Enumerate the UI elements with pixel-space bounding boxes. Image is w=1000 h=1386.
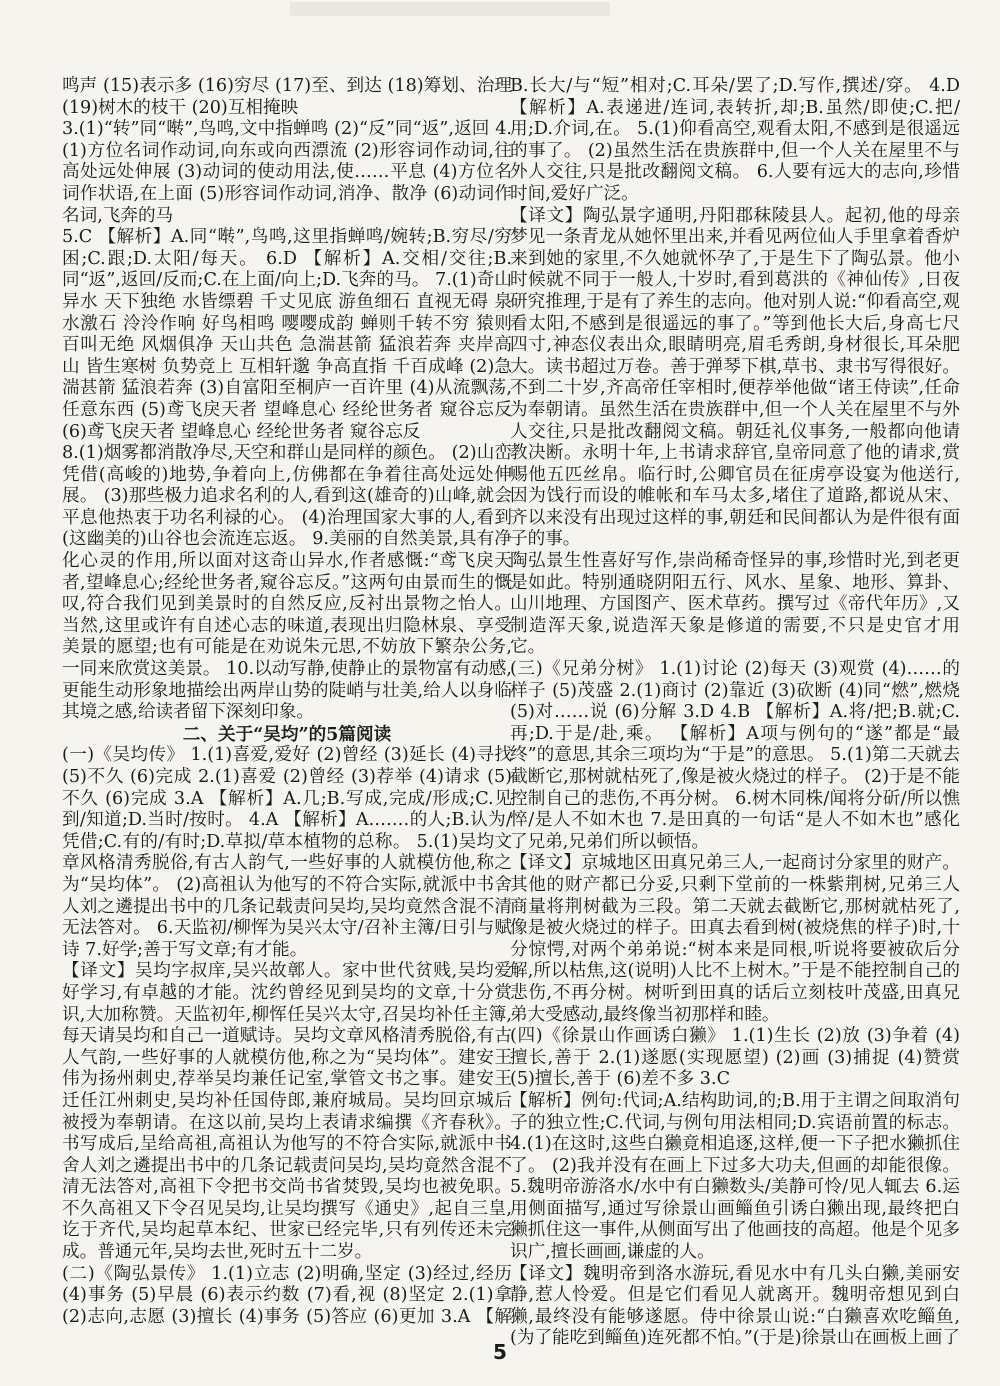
page-number: 5	[493, 1340, 507, 1364]
bleed-through-mark	[290, 2, 610, 16]
right-paragraph: 陶弘景生性喜好写作,崇尚稀奇怪异的事,珍惜时光,到老更是如此。特别通晓阴阳五行、风水、星象、地形、算卦、山川地理、方国图产、医术草药。撰写过《帝代年历》,又制造浑天象,说造浑天象是修道的需要,不只是史官才用它。	[510, 551, 960, 658]
left-paragraph: (二)《陶弘景传》 1.(1)立志 (2)明确,坚定 (3)经过,经历 (4)事务 (5)早晨 (6)表示约数 (7)看,视 (8)坚定 2.(1)拿 (2)志向,志愿 (3)擅长 (4)事务 (5)答应 (6)更加 3.A 【解	[62, 1263, 512, 1326]
right-paragraph: B.长大/与“短”相对;C.耳朵/罢了;D.写作,撰述/穿。 4.D 【解析】A.表递进/连词,表转折,却;B.虽然/即使;C.把/用;D.介词,在。 5.(1)仰看高空,观看太阳,不感到是很遥远的事了。 (2)虽然生活在贵族群中,但一个人关在屋里不与外人交往,只是批改翻阅文稿。 6.人要有远大的志向,珍惜时间,爱好广泛。	[510, 76, 960, 204]
right-paragraph: (四)《徐景山作画诱白獭》 1.(1)生长 (2)放 (3)争着 (4)擅长,善于 2.(1)遂愿(实现愿望) (2)画 (3)捕捉 (4)赞赏 (5)擅长,善于 (6)差不多 3.C	[510, 1026, 960, 1090]
left-paragraph: 5.C 【解析】A.同“啭”,鸟鸣,这里指蝉鸣/婉转;B.穷尽/穷困;C.跟;D.太阳/每天。 6.D 【解析】A.交相/交往;B.同“返”,返回/反而;C.在上面/向上;D.飞奔的马。 7.(1)奇山异水 天下独绝 水皆缥碧 千丈见底 游鱼细石 直视无碍 泉水激石 泠泠作响 好鸟相鸣 嘤嘤成韵 蝉则千转不穷 猿则百叫无绝 风烟俱净 天山共色 急湍甚箭 猛浪若奔 夹岸高山 皆生寒树 负势竞上 互相轩邈 争高直指 千百成峰 (2)急湍甚箭 猛浪若奔 (3)自富阳至桐庐一百许里 (4)从流飘荡,任意东西 (5)鸢飞戾天者 望峰息心 经纶世务者 窥谷忘反 (6)鸢飞戾天者 望峰息心 经纶世务者 窥谷忘反	[62, 227, 512, 442]
right-paragraph: 【译文】京城地区田真兄弟三人,一起商讨分家里的财产。其他的财产都已分妥,只剩下堂前的一株紫荆树,兄弟三人商量将荆树截为三段。第二天就去截断它,那树就枯死了,像是被火烧过的样子。田真去看到树(被烧焦的样子)时,十分惊愕,对两个弟弟说:“树本来是同根,听说将要被砍后分解,所以枯焦,这(说明)人比不上树木。”于是不能控制自己的悲伤,不再分树。树听到田真的话后立刻枝叶茂盛,田真兄弟大受感动,最终像当初那样和睦。	[510, 853, 960, 1025]
left-column	[62, 76, 512, 1326]
left-paragraph: 3.(1)“转”同“啭”,鸟鸣,文中指蝉鸣 (2)“反”同“返”,返回 4.(1)方位名词作动词,向东或向西漂流 (2)形容词作动词,往高处远处伸展 (3)动词的使动用法,使……平息 (4)方位名词作状语,在上面 (5)形容词作动词,消净、散净 (6)动词作名词,飞奔的马	[62, 119, 512, 226]
right-paragraph: (三)《兄弟分树》 1.(1)讨论 (2)每天 (3)观赏 (4)……的样子 (5)茂盛 2.(1)商讨 (2)靠近 (3)砍断 (4)同“燃”,燃烧 (5)对……说 (6)分解 3.D 4.B 【解析】A.将/把;B.就;C.再;D.于是/赴,乘。 【解析】A项与例句的“遂”都是“最终”的意思,其余三项均为“于是”的意思。 5.(1)第二天就去截断它,那树就枯死了,像是被火烧过的样子。 (2)于是不能控制自己的悲伤,不再分树。 6.树木同株/闻将分斫/所以憔悴/是人不如木也 7.是田真的一句话“是人不如木也”感化了兄弟,兄弟们所以顿悟。	[510, 659, 960, 852]
left-paragraph: 鸣声 (15)表示多 (16)穷尽 (17)至、到达 (18)筹划、治理 (19)树木的枝干 (20)互相掩映	[62, 76, 512, 118]
right-paragraph: 【译文】陶弘景字通明,丹阳郡秣陵县人。起初,他的母亲梦见一条青龙从她怀里出来,并看见两位仙人手里拿着香炉来到她的家里,不久她就怀孕了,于是生下了陶弘景。他小时候就不同于一般人,十岁时,看到葛洪的《神仙传》,日夜研究推理,于是有了养生的志向。他对别人说:“仰看高空,观看太阳,不感到是很遥远的事了。”等到他长大后,身高七尺四寸,神态仪表出众,眼睛明亮,眉毛秀朗,身材很长,耳朵肥大。读书超过万卷。善于弹琴下棋,草书、隶书写得很好。不到二十岁,齐高帝任宰相时,便荐举他做“诸王侍读”,任命为奉朝请。虽然生活在贵族群中,但一个人关在屋里不与外人交往,只是批改翻阅文稿。朝廷礼仪事务,一般都向他请教决断。永明十年,上书请求辞官,皇帝同意了他的请求,赏赐他五匹丝帛。临行时,公卿官员在征虏亭设宴为他送行,因为饯行而设的帷帐和车马太多,堵住了道路,都说从宋、齐以来没有出现过这样的事,朝廷和民间都认为是件很有面子的事。	[510, 205, 960, 550]
left-paragraph: 8.(1)烟雾都消散净尽,天空和群山是同样的颜色。 (2)山峦凭借(高峻的)地势,争着向上,仿佛都在争着往高处远处伸展。 (3)那些极力追求名利的人,看到这(雄奇的)山峰,就会平息他热衷于功名利禄的心。 (4)治理国家大事的人,看到(这幽美的)山谷也会流连忘返。 9.美丽的自然美景,具有净化心灵的作用,所以面对这奇山异水,作者感慨:“鸢飞戾天者,望峰息心;经纶世务者,窥谷忘反。”这两句由景而生的慨叹,符合我们见到美景时的自然反应,反衬出景物之怡人。当然,这里或许有自述心志的味道,表现出归隐林泉、享受美景的愿望;也有可能是在劝说朱元思,不妨放下繁杂公务,一同来欣赏这美景。 10.以动写静,使静止的景物富有动感,更能生动形象地描绘出两岸山势的陡峭与壮美,给人以身临其境之感,给读者留下深刻印象。	[62, 443, 512, 723]
right-column	[510, 76, 960, 1346]
right-paragraph: 【解析】例句:代词;A.结构助词,的;B.用于主谓之间取消句子的独立性;C.代词,与例句用法相同;D.宾语前置的标志。 4.(1)在这时,这些白獭竟相追逐,这样,便一下子把水獭抓住了。 (2)我并没有在画上下过多大功夫,但画的却能很像。 5.魏明帝游洛水/水中有白獭数头/美静可怜/见人辄去 6.运用侧面描写,通过写徐景山画鲻鱼引诱白獭出现,最终把白獭抓住这一事件,从侧面写出了他画技的高超。他是个见多识广,擅长画画,谦虚的人。	[510, 1090, 960, 1263]
section-title: 二、关于“吴均”的5篇阅读	[182, 723, 392, 745]
left-paragraph: 【译文】吴均字叔庠,吴兴故鄣人。家中世代贫贱,吴均爱好学习,有卓越的才能。沈约曾经见到吴均的文章,十分赏识,大加称赞。天监初年,柳恽任吴兴太守,召吴均补任主簿,每天请吴均和自己一道赋诗。吴均文章风格清秀脱俗,有古人气韵,一些好事的人就模仿他,称之为“吴均体”。建安王伟为扬州刺史,荐举吴均兼任记室,掌管文书之事。建安王迁任江州刺史,吴均补任国侍郎,兼府城局。吴均回京城后被授为奉朝请。在这以前,吴均上表请求编撰《齐春秋》。书写成后,呈给高祖,高祖认为他写的不符合实际,就派中书舍人刘之遴提出书中的几条记载责问吴均,吴均竟然含混不清无法答对,高祖下令把书交尚书省焚毁,吴均也被免职。不久高祖又下令召见吴均,让吴均撰写《通史》,起自三皇,讫于齐代,吴均起草本纪、世家已经完毕,只有列传还未完成。普通元年,吴均去世,死时五十二岁。	[62, 961, 512, 1263]
left-paragraph: (一)《吴均传》 1.(1)喜爱,爱好 (2)曾经 (3)延长 (4)寻找 (5)不久 (6)完成 2.(1)喜爱 (2)曾经 (3)荐举 (4)请求 (5)不久 (6)完成 3.A 【解析】A.几;B.写成,完成/形成;C.见到/知道;D.当时/按时。 4.A 【解析】A.……的人;B.认为/凭借;C.有的/有时;D.草拟/草本植物的总称。 5.(1)吴均文章风格清秀脱俗,有古人韵气,一些好事的人就模仿他,称之为“吴均体”。 (2)高祖认为他写的不符合实际,就派中书舍人刘之遴提出书中的几条记载责问吴均,吴均竟然含混不清无法答对。 6.天监初/柳恽为吴兴太守/召补主簿/日引与赋诗 7.好学;善于写文章;有才能。	[62, 745, 512, 960]
right-paragraph: 【译文】魏明帝到洛水游玩,看见水中有几头白獭,美丽安静,惹人怜爱。但是它们看见人就离开。魏明帝想见到白獭,最终没有能够遂愿。侍中徐景山说:“白獭喜欢吃鲻鱼,(为了能吃到鲻鱼)连死都不怕。”(于是)徐景山在画板上画了	[510, 1263, 960, 1346]
